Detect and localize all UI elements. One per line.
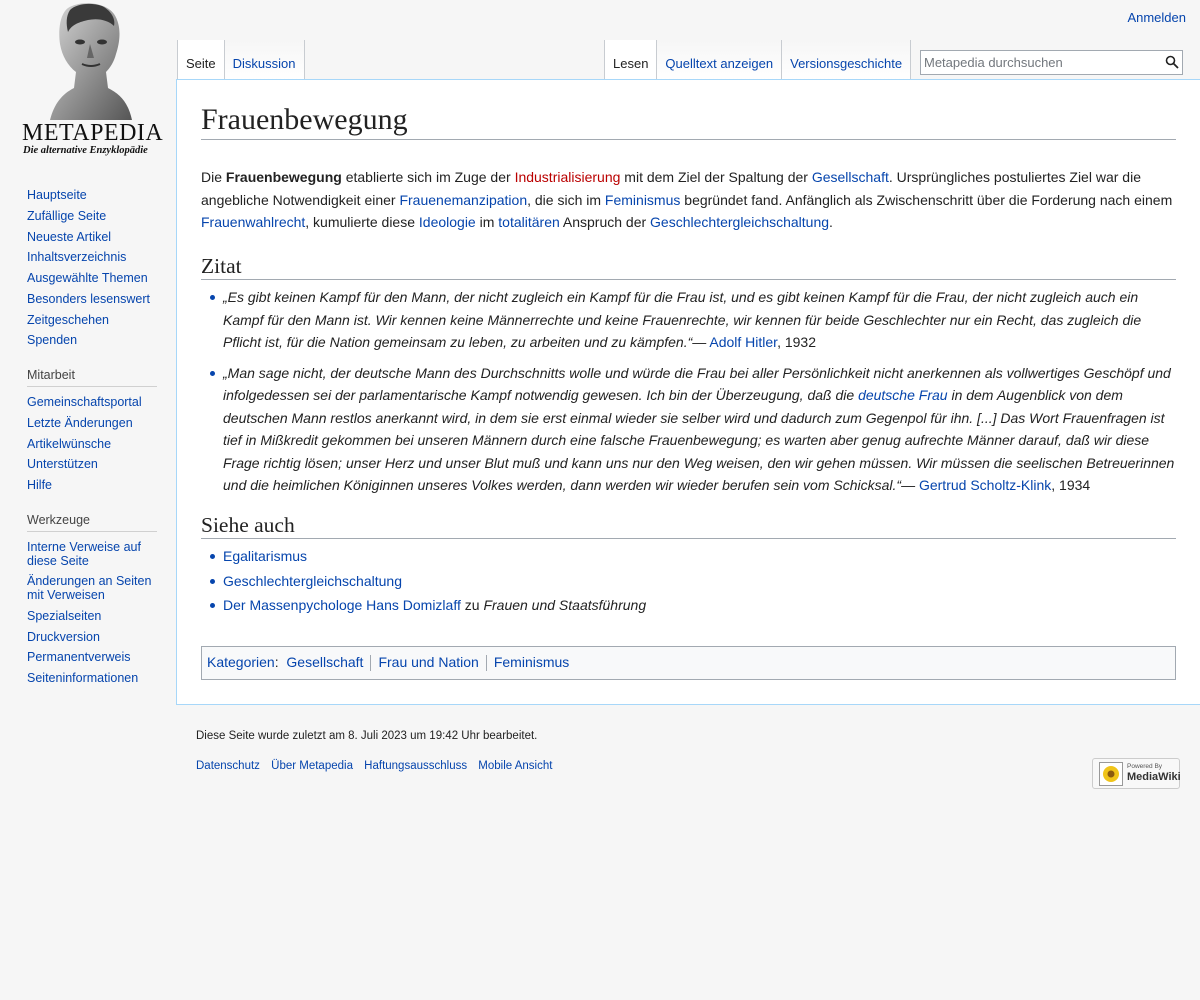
link-feminismus[interactable]: Feminismus <box>604 191 681 208</box>
see-also-list <box>201 545 1176 617</box>
sidebar-item-requests[interactable]: Artikelwünsche <box>27 436 112 451</box>
view-tabs <box>604 40 911 80</box>
list-item <box>223 362 1176 497</box>
quote-year: , 1932 <box>777 334 817 351</box>
list-item <box>223 286 1176 354</box>
see-also-italic: Frauen und Staatsführung <box>483 597 647 614</box>
link-deutsche-frau[interactable]: deutsche Frau <box>858 387 948 404</box>
sidebar-item-hauptseite[interactable]: Hauptseite <box>27 188 87 202</box>
category-feminismus[interactable]: Feminismus <box>493 654 570 670</box>
sidebar-item-featured[interactable]: Besonders lesenswert <box>27 291 150 306</box>
quote-list <box>201 286 1176 497</box>
category-links <box>201 646 1176 680</box>
heading-zitat: Zitat <box>201 254 1176 281</box>
logo-wordmark: METAPEDIA <box>22 120 164 146</box>
divider <box>486 655 487 671</box>
tab-quelltext-label: Quelltext anzeigen <box>665 56 774 71</box>
list-item <box>223 545 1176 568</box>
sidebar-item-index[interactable]: Inhaltsverzeichnis <box>27 250 127 265</box>
see-also-text: zu <box>460 597 484 614</box>
tab-seite-label: Seite <box>186 56 216 71</box>
list-item <box>223 594 1176 617</box>
namespace-tabs <box>177 40 305 80</box>
mediawiki-flower-icon <box>1099 762 1123 786</box>
sidebar-navigation <box>27 186 157 352</box>
link-frauenwahlrecht[interactable]: Frauenwahlrecht <box>201 214 306 230</box>
quote-text: in dem Augenblick von dem deutschen Mann restlos anerkannt wird, in dem sie erst einmal wieder sie selber wird und dadurch zum Gegenpol für ihn. [...] Das Wort Frauenfragen ist tief in Mißkredit gekommen bei unseren Männern durch eine falsche Frauenbewegung; es warten aber genug aufrechte Männer darauf, daß wir diese Frage richtig lösen; unser Herz und unser Blut muß und kann uns nur den Weg weisen, den wir gehen müssen. Wir müssen die seelischen Betreuerinnen und die heimlichen Königinnen unseres Volkes werden, dann werden wir wieder berufen sein vom Schicksal.“ <box>223 387 1175 494</box>
sidebar-item-random[interactable]: Zufällige Seite <box>27 208 107 223</box>
categories-colon: : <box>274 654 279 670</box>
footer-link-about[interactable]: Über Metapedia <box>271 760 353 772</box>
sidebar-item-community[interactable]: Gemeinschaftsportal <box>27 395 142 409</box>
sidebar-item-permalink[interactable]: Permanentverweis <box>27 650 131 665</box>
category-frau-und-nation[interactable]: Frau und Nation <box>378 654 479 670</box>
sidebar-item-special-pages[interactable]: Spezialseiten <box>27 608 102 623</box>
sidebar-item-help[interactable]: Hilfe <box>27 478 53 492</box>
quote-dash: — <box>692 334 710 351</box>
quote-text: „Es gibt keinen Kampf für den Mann, der nicht zugleich ein Kampf für die Frau ist, und es gibt keinen Kampf für die Frau, der nicht zugleich auch ein Kampf für den Mann ist. Wir kennen keine Männerrechte und keine Frauenrechte, wir kennen für beide Geschlechter nur ein Recht, das zugleich die Pflicht ist, für die Nation gemeinsam zu leben, zu arbeiten und zu kämpfen.“ <box>223 289 1142 351</box>
link-totalitaer[interactable]: totalitären <box>498 214 560 230</box>
list-item <box>223 570 1176 593</box>
sidebar-item-support[interactable]: Unterstützen <box>27 457 98 472</box>
sidebar-item-newest[interactable]: Neueste Artikel <box>27 229 112 244</box>
tab-quelltext[interactable] <box>657 40 782 80</box>
category-gesellschaft[interactable]: Gesellschaft <box>286 654 364 670</box>
footer-link-datenschutz[interactable]: Datenschutz <box>196 760 260 772</box>
intro-text: etablierte sich im Zuge der <box>341 169 515 185</box>
sidebar-heading-werkzeuge: Werkzeuge <box>27 513 157 532</box>
heading-siehe-auch: Siehe auch <box>201 513 1176 540</box>
main-content <box>176 79 1200 705</box>
link-author-hitler[interactable]: Adolf Hitler <box>709 334 778 351</box>
intro-text: . <box>829 214 833 230</box>
intro-bold: Frauenbewegung <box>225 169 342 185</box>
sidebar-item-recent-changes[interactable]: Letzte Änderungen <box>27 415 133 430</box>
logo-tagline: Die alternative Enzyklopädie <box>23 145 148 156</box>
link-industrialisierung[interactable]: Industrialisierung <box>514 169 621 185</box>
link-geschlechtergleichschaltung-2[interactable]: Geschlechtergleichschaltung <box>223 572 402 589</box>
quote-dash: — <box>901 477 919 494</box>
page-title: Frauenbewegung <box>201 102 1176 140</box>
article-body <box>201 166 1176 617</box>
sidebar-item-current-events[interactable]: Zeitgeschehen <box>27 312 110 327</box>
link-geschlechtergleichschaltung[interactable]: Geschlechtergleichschaltung <box>650 214 830 230</box>
link-egalitarismus[interactable]: Egalitarismus <box>223 548 308 565</box>
sidebar-item-topics[interactable]: Ausgewählte Themen <box>27 271 148 285</box>
site-logo[interactable] <box>10 2 165 162</box>
search-icon[interactable] <box>1165 55 1179 69</box>
link-author-scholtz-klink[interactable]: Gertrud Scholtz-Klink <box>918 477 1052 494</box>
sidebar-item-related-changes[interactable]: Änderungen an Seiten mit Verweisen <box>27 574 152 602</box>
intro-text: , kumulierte diese <box>305 214 419 230</box>
personal-tools <box>1127 10 1186 25</box>
sidebar-item-page-info[interactable]: Seiteninformationen <box>27 671 139 685</box>
powered-by-text: Powered By <box>1127 763 1163 770</box>
tab-diskussion-label: Diskussion <box>232 56 296 71</box>
intro-text: Anspruch der <box>559 214 651 230</box>
sidebar <box>0 186 176 706</box>
categories-label[interactable]: Kategorien <box>207 654 275 670</box>
bust-logo-icon <box>10 2 165 122</box>
sidebar-item-donate[interactable]: Spenden <box>27 333 78 348</box>
quote-text: „Man sage nicht, der deutsche Mann des Durchschnitts wolle und würde die Frau bei aller Persönlichkeit nicht anerkennen als vollwertiges Geschöpf und infolgedessen sei der parlamentarische Kampf notwendig gewesen. Ich bin der Überzeugung, daß die <box>223 364 1171 404</box>
footer-link-disclaimer[interactable]: Haftungsausschluss <box>364 760 468 772</box>
sidebar-heading-mitarbeit: Mitarbeit <box>27 368 157 387</box>
divider <box>370 655 371 671</box>
link-gesellschaft[interactable]: Gesellschaft <box>811 169 889 185</box>
tab-versionsgeschichte-label: Versionsgeschichte <box>790 56 903 71</box>
sidebar-mitarbeit <box>27 368 157 497</box>
tab-seite[interactable] <box>177 40 225 80</box>
tab-lesen[interactable] <box>604 40 657 80</box>
search-box <box>920 50 1183 75</box>
link-ideologie[interactable]: Ideologie <box>418 214 476 230</box>
sidebar-werkzeuge <box>27 513 157 690</box>
link-frauenemanzipation[interactable]: Frauenemanzipation <box>399 191 528 208</box>
sidebar-item-print[interactable]: Druckversion <box>27 629 100 644</box>
link-domizlaff[interactable]: Der Massenpychologe Hans Domizlaff <box>223 597 461 614</box>
intro-text: . Ursprüngliches postuliertes Ziel war die angebliche Notwendigkeit einer <box>201 169 1141 208</box>
tab-diskussion[interactable] <box>225 40 305 80</box>
tab-versionsgeschichte[interactable] <box>782 40 911 80</box>
intro-text: im <box>475 214 499 230</box>
intro-paragraph <box>201 166 1176 234</box>
sidebar-item-whatlinkshere[interactable]: Interne Verweise auf diese Seite <box>27 539 141 568</box>
login-link[interactable]: Anmelden <box>1127 10 1186 25</box>
footer <box>196 730 560 772</box>
mediawiki-text: MediaWiki <box>1127 771 1181 783</box>
footer-link-mobile[interactable]: Mobile Ansicht <box>478 760 553 772</box>
tab-lesen-label: Lesen <box>613 56 649 71</box>
intro-text: mit dem Ziel der Spaltung der <box>620 169 812 185</box>
search-input[interactable] <box>921 51 1151 74</box>
intro-text: Die <box>201 169 226 185</box>
quote-year: , 1934 <box>1051 477 1091 494</box>
intro-text: begründet fand. Anfänglich als Zwischenschritt über die Forderung nach einem <box>680 191 1173 208</box>
footer-places <box>196 760 560 772</box>
powered-by-mediawiki[interactable] <box>1092 758 1180 789</box>
intro-text: , die sich im <box>527 191 605 208</box>
last-modified: Diese Seite wurde zuletzt am 8. Juli 2023 um 19:42 Uhr bearbeitet. <box>196 730 538 742</box>
